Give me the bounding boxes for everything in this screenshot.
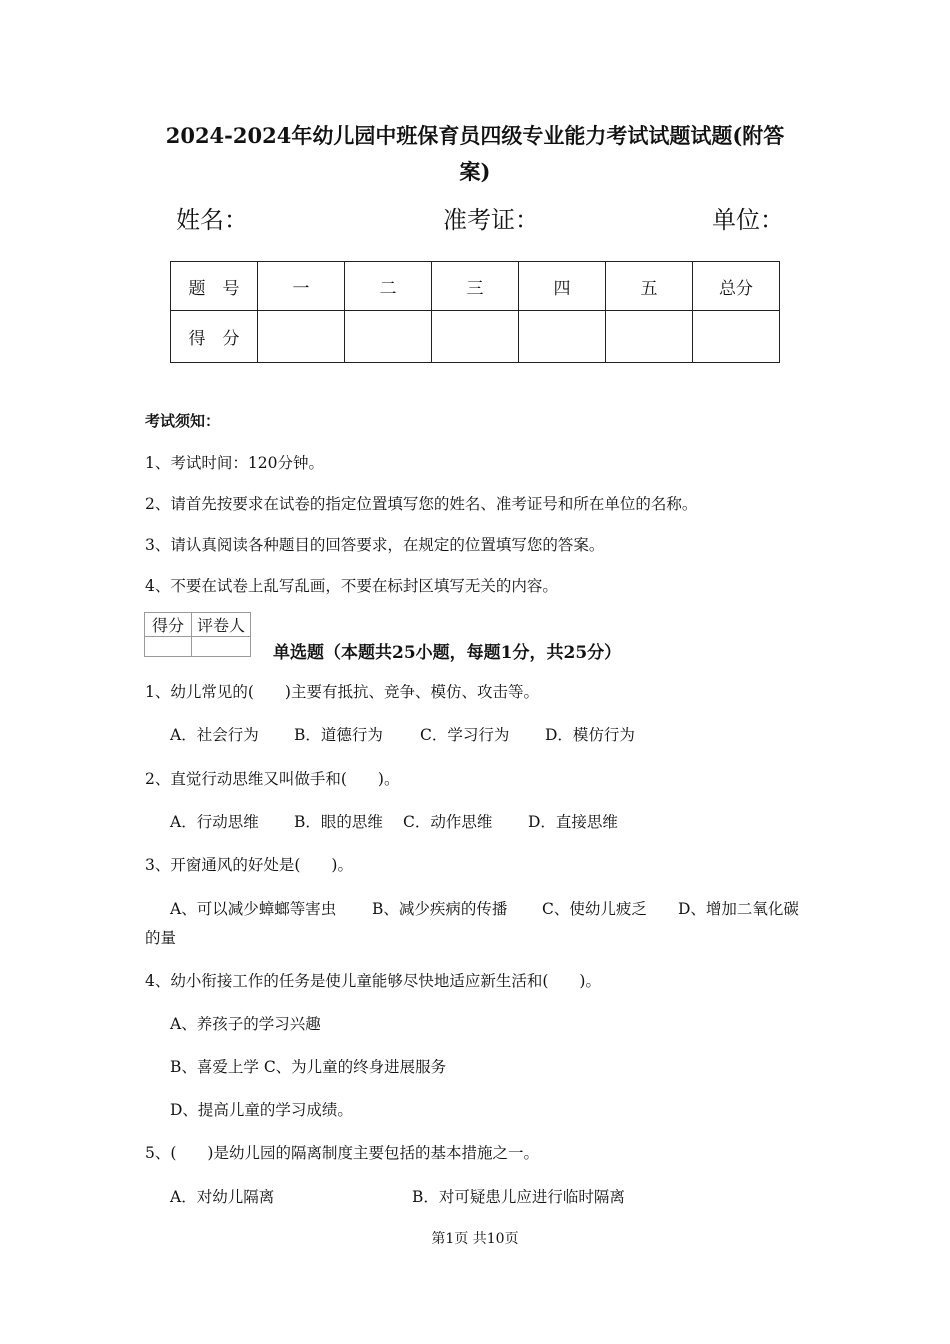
option-a: A、可以减少蟑螂等害虫 [170,900,337,918]
title-line-1: 2024-2024年幼儿园中班保育员四级专业能力考试试题试题(附答 [165,123,785,148]
unit-label: 单位： [712,206,784,234]
question-stem: 1、幼儿常见的( )主要有抵抗、竞争、模仿、攻击等。 [145,683,539,701]
option-d: D．直接思维 [528,813,618,831]
title-line-2: 案) [459,159,491,184]
question-stem: 4、幼小衔接工作的任务是使儿童能够尽快地适应新生活和( )。 [145,972,601,990]
option-d: D、增加二氧化碳 [678,900,799,918]
score-cell-4[interactable] [519,311,606,363]
option-a: A．行动思维 [170,813,259,831]
grader-score-cell[interactable] [145,637,192,657]
score-header-5: 五 [606,262,693,311]
grader-score-label: 得分 [145,613,192,637]
score-cell-5[interactable] [606,311,693,363]
option-c: C．学习行为 [420,726,510,744]
option-d: D、提高儿童的学习成绩。 [170,1101,353,1119]
option-a: A、养孩子的学习兴趣 [170,1015,321,1033]
score-header-4: 四 [519,262,606,311]
score-header-label: 题 号 [171,262,258,311]
score-row-label: 得 分 [171,311,258,363]
score-cell-1[interactable] [258,311,345,363]
section-title: 单选题（本题共25小题，每题1分，共25分） [273,643,622,663]
notice-item: 2、请首先按要求在试卷的指定位置填写您的姓名、准考证号和所在单位的名称。 [145,495,698,513]
option-d-wrap: 的量 [145,929,177,947]
score-table [170,261,780,363]
notice-item: 1、考试时间：120分钟。 [145,454,324,472]
grader-box [144,612,251,657]
score-header-1: 一 [258,262,345,311]
option-c: C、使幼儿疲乏 [542,900,647,918]
page-footer: 第1页 共10页 [431,1231,519,1247]
notice-item: 3、请认真阅读各种题目的回答要求，在规定的位置填写您的答案。 [145,536,605,554]
question-stem: 2、直觉行动思维又叫做手和( )。 [145,770,400,788]
score-cell-2[interactable] [345,311,432,363]
option-d: D．模仿行为 [545,726,635,744]
option-a: A．社会行为 [170,726,259,744]
document-title [140,118,810,190]
score-cell-3[interactable] [432,311,519,363]
score-cell-total[interactable] [693,311,780,363]
notice-title: 考试须知： [145,412,221,430]
option-c: C．动作思维 [403,813,493,831]
option-a: A．对幼儿隔离 [170,1188,275,1206]
option-b: B、减少疾病的传播 [372,900,508,918]
option-b: B．眼的思维 [294,813,383,831]
exam-id-label: 准考证： [443,206,539,234]
option-b: B．道德行为 [294,726,383,744]
score-header-3: 三 [432,262,519,311]
score-header-total: 总分 [693,262,780,311]
name-label: 姓名： [176,206,248,234]
question-stem: 5、( )是幼儿园的隔离制度主要包括的基本措施之一。 [145,1144,539,1162]
score-header-2: 二 [345,262,432,311]
grader-reviewer-cell[interactable] [192,637,251,657]
notice-item: 4、不要在试卷上乱写乱画，不要在标封区填写无关的内容。 [145,577,558,595]
option-b: B．对可疑患儿应进行临时隔离 [412,1188,625,1206]
question-stem: 3、开窗通风的好处是( )。 [145,856,353,874]
grader-reviewer-label: 评卷人 [192,613,251,637]
option-b-c: B、喜爱上学 C、为儿童的终身进展服务 [170,1058,447,1076]
